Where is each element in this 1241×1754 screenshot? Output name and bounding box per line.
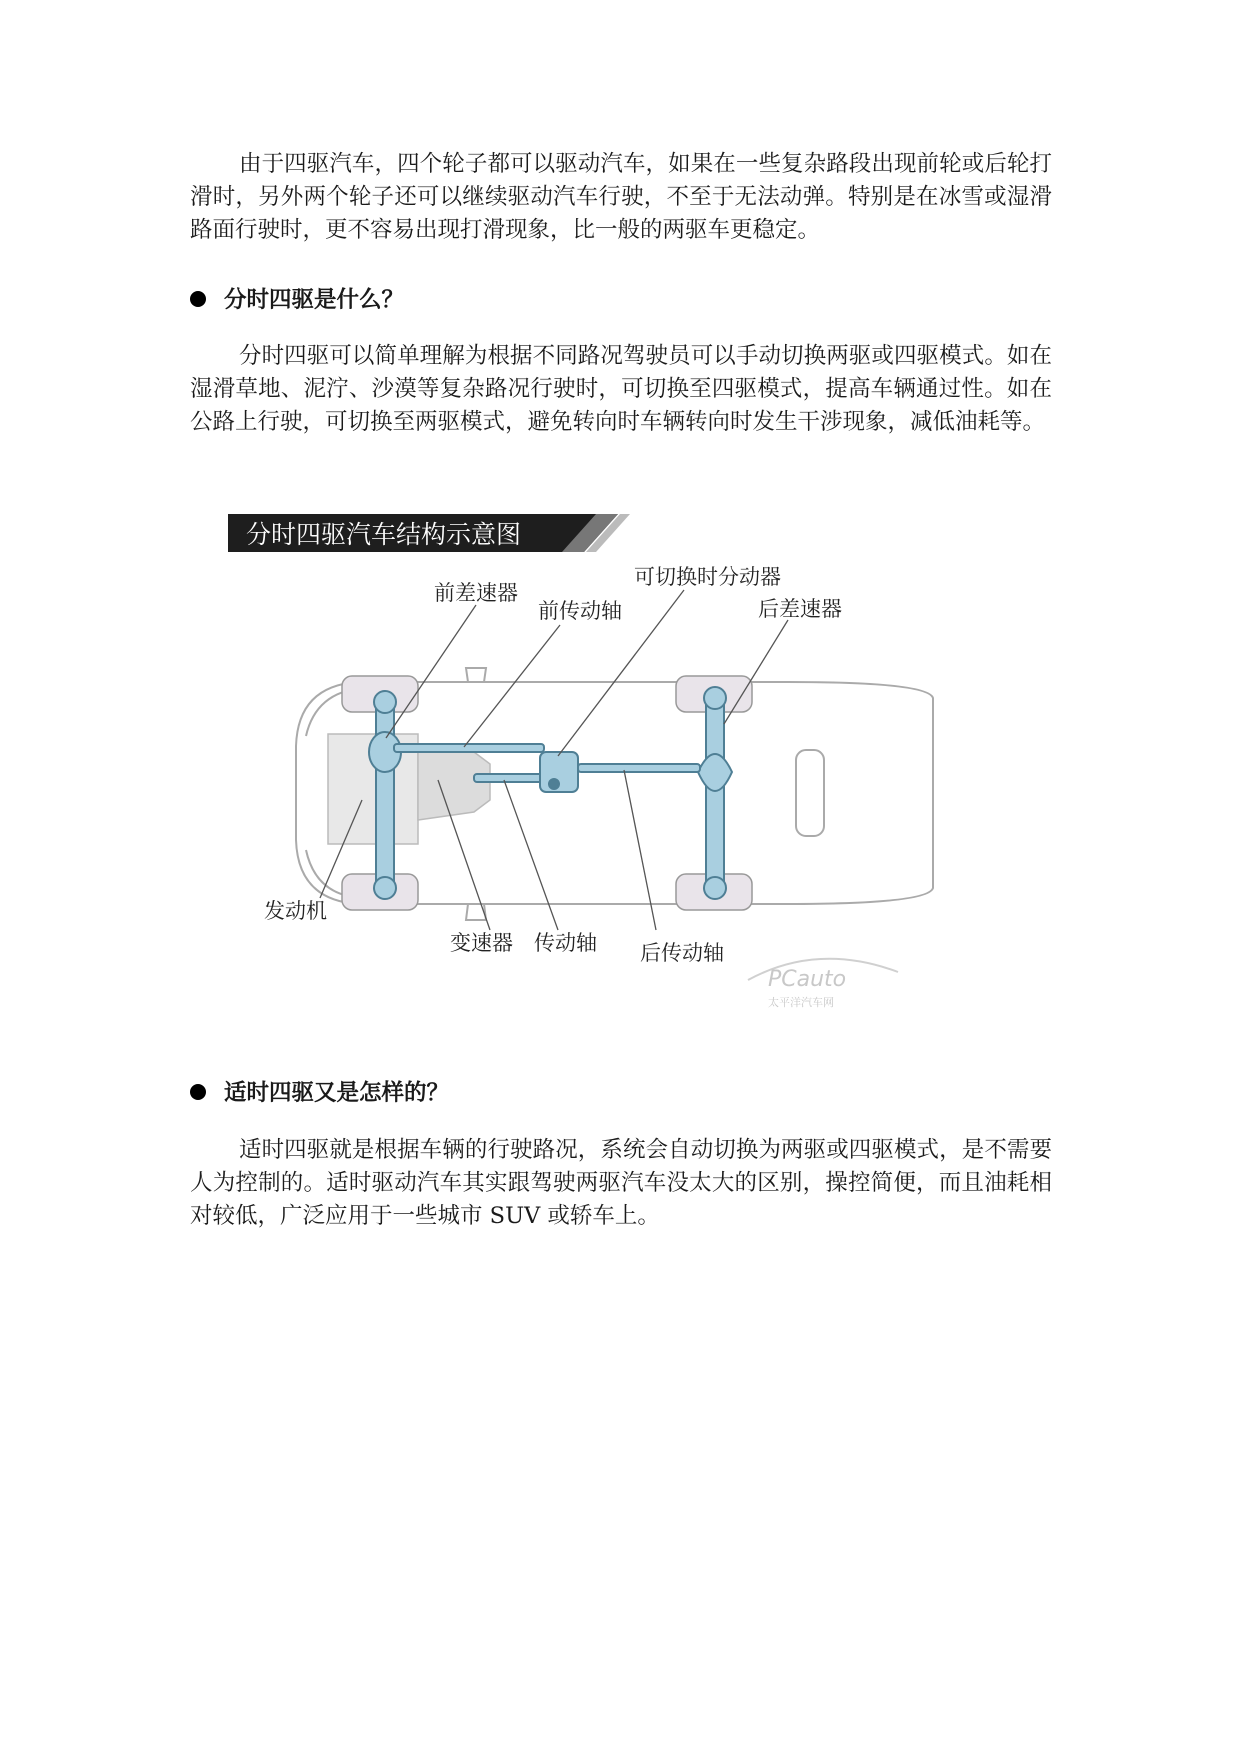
label-drive-shaft: 传动轴: [534, 931, 597, 955]
bullet-icon: [190, 1084, 206, 1100]
bullet-icon: [190, 291, 206, 307]
section-heading-part-time-4wd: [190, 282, 404, 314]
label-gearbox: 变速器: [450, 931, 513, 955]
auto-4wd-paragraph: 适时四驱就是根据车辆的行驶路况，系统会自动切换为两驱或四驱模式，是不需要人为控制的。适时驱动汽车其实跟驾驶两驱汽车没太大的区别，操控简便，而且油耗相对较低，广泛应用于一些城市 SUV 或轿车上。: [190, 1137, 1052, 1229]
svg-text:PCauto: PCauto: [768, 967, 847, 992]
part-time-4wd-paragraph: 分时四驱可以简单理解为根据不同路况驾驶员可以手动切换两驱或四驱模式。如在湿滑草地、泥泞、沙漠等复杂路况行驶时，可切换至四驱模式，提高车辆通过性。如在公路上行驶，可切换至两驱模式，避免转向时车辆转向时发生干涉现象，减低油耗等。: [190, 343, 1052, 435]
figure-title: 分时四驱汽车结构示意图: [246, 520, 522, 549]
label-front-differential: 前差速器: [434, 581, 518, 605]
label-rear-drive-shaft: 后传动轴: [640, 941, 724, 965]
heading-text: 分时四驱是什么？: [224, 287, 405, 313]
label-rear-differential: 后差速器: [758, 597, 842, 621]
section-heading-auto-4wd: [190, 1075, 449, 1107]
label-transfer-case: 可切换时分动器: [634, 565, 781, 589]
label-front-drive-shaft: 前传动轴: [538, 599, 622, 623]
pcauto-watermark: [748, 959, 898, 1009]
drivetrain-diagram: [228, 510, 1018, 1034]
drivetrain-svg: [228, 510, 1018, 1030]
heading-text: 适时四驱又是怎样的？: [224, 1080, 450, 1106]
label-engine: 发动机: [264, 899, 327, 923]
svg-text:太平洋汽车网: 太平洋汽车网: [768, 996, 834, 1009]
intro-paragraph: 由于四驱汽车，四个轮子都可以驱动汽车，如果在一些复杂路段出现前轮或后轮打滑时，另外两个轮子还可以继续驱动汽车行驶，不至于无法动弹。特别是在冰雪或湿滑路面行驶时，更不容易出现打滑现象，比一般的两驱车更稳定。: [190, 151, 1052, 243]
